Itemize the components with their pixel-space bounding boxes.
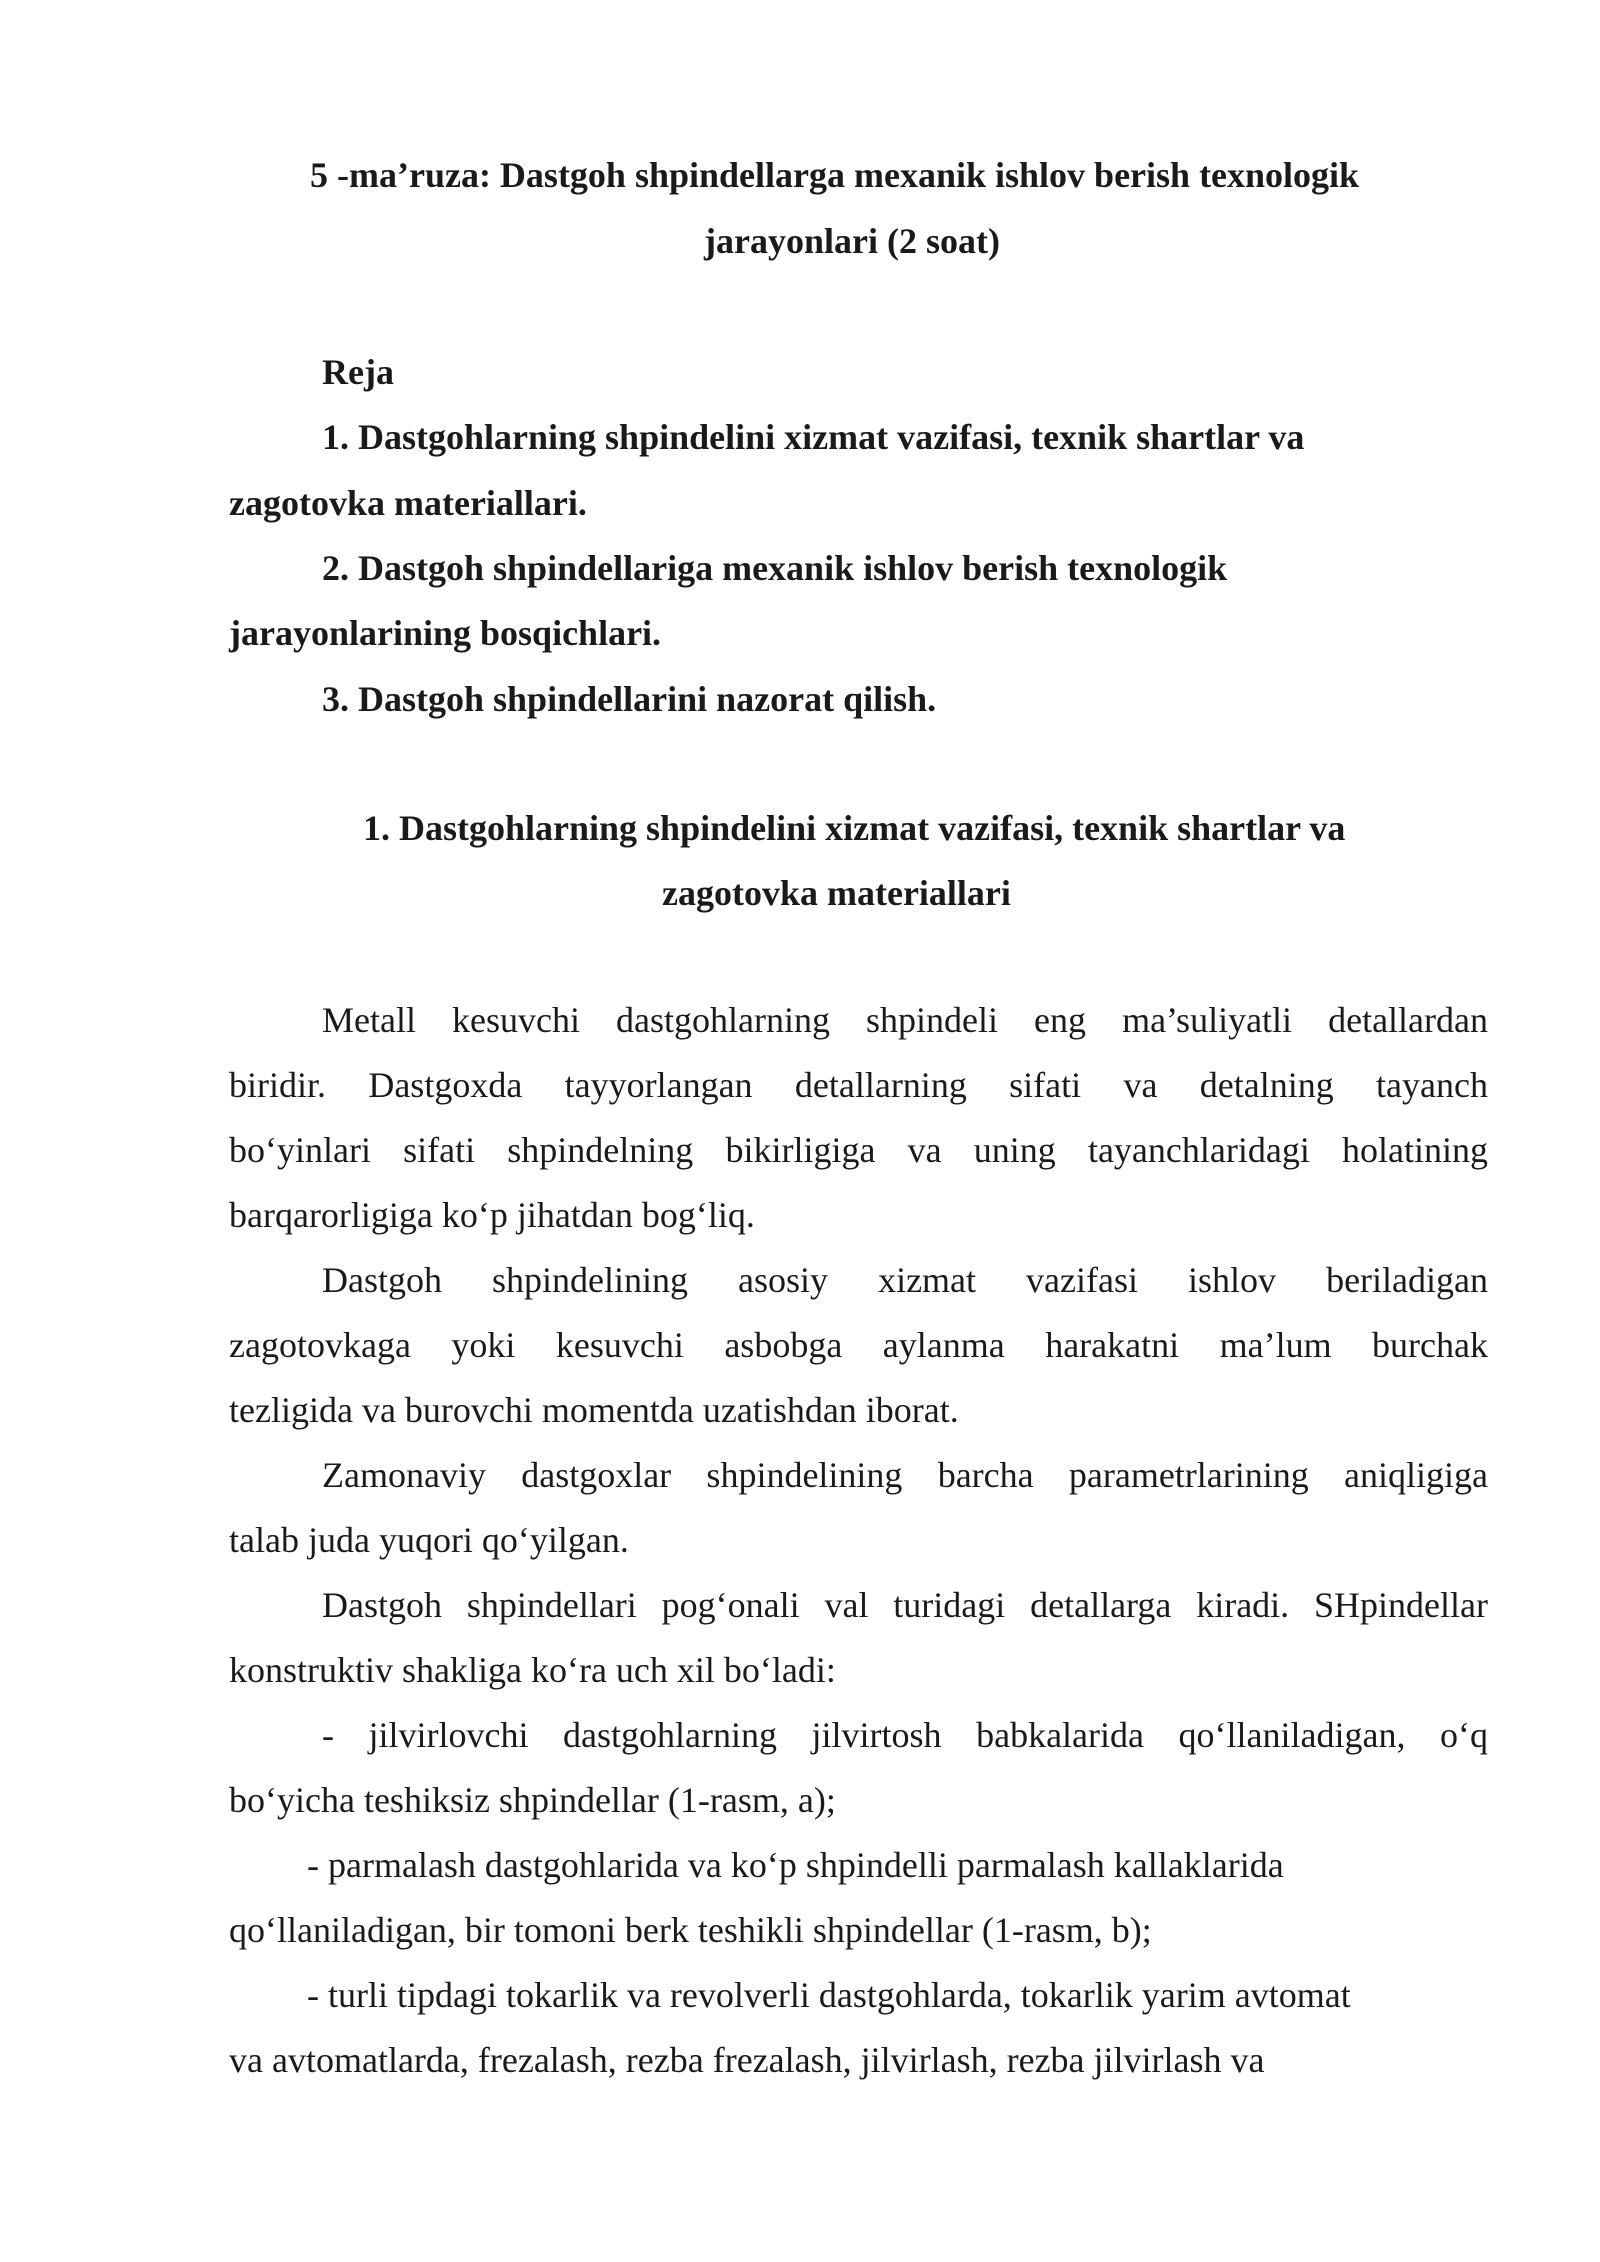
paragraph-2-line-3: tezligida va burovchi momentda uzatishdan iborat. <box>229 1390 959 1430</box>
list-item-3-line-2: va avtomatlarda, frezalash, rezba frezalash, jilvirlash, rezba jilvirlash va <box>229 2040 1265 2080</box>
document-title-line-1: 5 -ma’ruza: Dastgoh shpindellarga mexanik ishlov berish texnologik <box>310 155 1360 195</box>
paragraph-4-line-1: Dastgoh shpindellari pog‘onali val turidagi detallarga kiradi. SHpindellar <box>322 1585 1488 1625</box>
paragraph-3-line-1: Zamonaviy dastgoxlar shpindelining barcha parametrlarining aniqligiga <box>322 1455 1488 1495</box>
plan-item-2-continued: jarayonlarining bosqichlari. <box>229 613 662 653</box>
paragraph-2-line-1: Dastgoh shpindelining asosiy xizmat vazifasi ishlov beriladigan <box>322 1260 1488 1300</box>
paragraph-4-line-2: konstruktiv shakliga ko‘ra uch xil bo‘ladi: <box>229 1650 836 1690</box>
paragraph-1-line-4: barqarorligiga ko‘p jihatdan bog‘liq. <box>229 1195 755 1235</box>
paragraph-2-line-2: zagotovkaga yoki kesuvchi asbobga aylanma harakatni ma’lum burchak <box>229 1325 1488 1365</box>
plan-item-2: 2. Dastgoh shpindellariga mexanik ishlov berish texnologik <box>322 548 1228 588</box>
paragraph-1-line-2: biridir. Dastgoxda tayyorlangan detallarning sifati va detalning tayanch <box>229 1065 1488 1105</box>
paragraph-1-line-3: bo‘yinlari sifati shpindelning bikirligiga va uning tayanchlaridagi holatining <box>229 1130 1488 1170</box>
list-item-3-line-1: - turli tipdagi tokarlik va revolverli dastgohlarda, tokarlik yarim avtomat <box>307 1975 1351 2015</box>
plan-item-1-continued: zagotovka materiallari. <box>229 483 587 523</box>
plan-heading: Reja <box>322 352 394 392</box>
list-item-2-line-2: qo‘llaniladigan, bir tomoni berk teshikli shpindellar (1-rasm, b); <box>229 1910 1152 1950</box>
document-title-line-2: jarayonlari (2 soat) <box>704 221 1000 261</box>
list-item-1-line-2: bo‘yicha teshiksiz shpindellar (1-rasm, a); <box>229 1780 836 1820</box>
list-item-2-line-1: - parmalash dastgohlarida va ko‘p shpindelli parmalash kallaklarida <box>307 1845 1284 1885</box>
paragraph-1-line-1: Metall kesuvchi dastgohlarning shpindeli eng ma’suliyatli detallardan <box>322 1000 1488 1040</box>
section-1-heading-line-2: zagotovka materiallari <box>662 873 1011 913</box>
paragraph-3-line-2: talab juda yuqori qo‘yilgan. <box>229 1520 629 1560</box>
section-1-heading-line-1: 1. Dastgohlarning shpindelini xizmat vazifasi, texnik shartlar va <box>363 808 1346 848</box>
plan-item-1: 1. Dastgohlarning shpindelini xizmat vazifasi, texnik shartlar va <box>322 417 1305 457</box>
plan-item-3: 3. Dastgoh shpindellarini nazorat qilish. <box>322 679 937 719</box>
list-item-1-line-1: - jilvirlovchi dastgohlarning jilvirtosh babkalarida qo‘llaniladigan, o‘q <box>322 1715 1488 1755</box>
